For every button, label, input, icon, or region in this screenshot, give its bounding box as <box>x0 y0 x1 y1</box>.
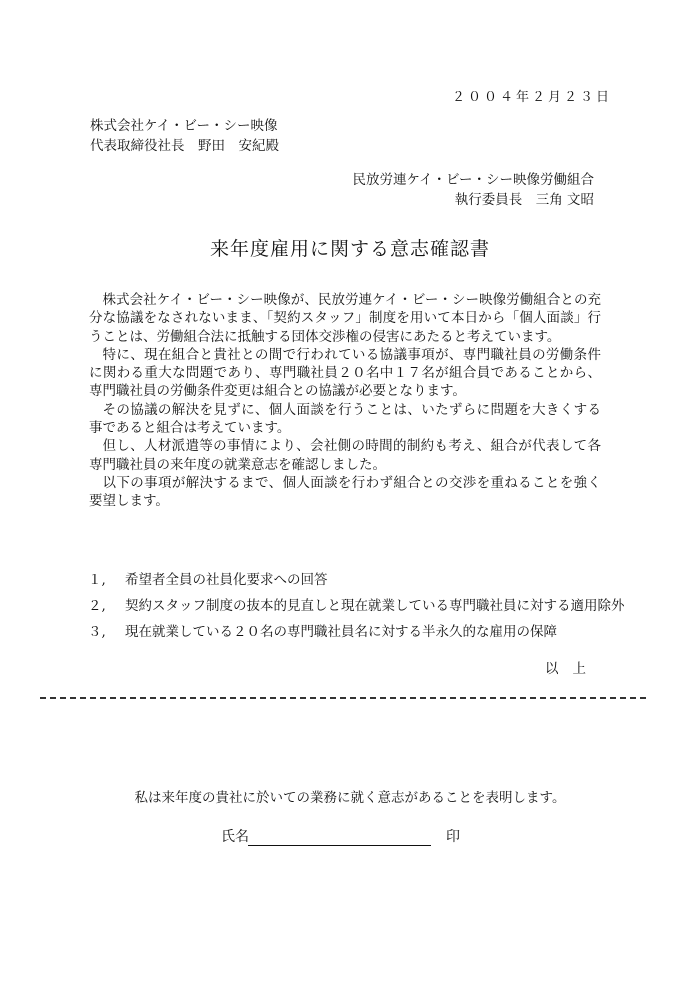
declaration-text: 私は来年度の貴社に於いての業務に就く意志があることを表明します。 <box>134 790 566 806</box>
sender-block <box>352 170 594 210</box>
addressee-person: 代表取締役社長 野田 安紀殿 <box>90 138 279 154</box>
body-text <box>89 291 601 511</box>
list-item-text: 希望者全員の社員化要求への回答 <box>125 572 328 588</box>
document-title: 来年度雇用に関する意志確認書 <box>209 238 490 260</box>
list-item-number: １, <box>88 572 106 588</box>
name-label: 氏名 <box>221 829 249 845</box>
addressee-company: 株式会社ケイ・ビー・シー映像 <box>90 118 278 134</box>
seal-label: 印 <box>446 829 460 845</box>
list-item <box>88 569 608 591</box>
sender-union: 民放労連ケイ・ビー・シー映像労働組合 <box>352 172 594 188</box>
request-list <box>88 569 625 647</box>
signature-line[interactable] <box>248 845 431 846</box>
addressee-block <box>90 116 279 156</box>
sender-person: 執行委員長 三角 文昭 <box>454 192 594 208</box>
paragraph: 株式会社ケイ・ビー・シー映像が、民放労連ケイ・ビー・シー映像労働組合との充分な協議をなされないまま、「契約スタッフ」制度を用いて本日から「個人面談」行うことは、労働組合法に抵触する団体交渉権の侵害にあたると考えています。 <box>89 292 601 345</box>
paragraph: 特に、現在組合と貴社との間で行われている協議事項が、専門職社員の労働条件に関わる重大な問題であり、専門職社員２０名中１７名が組合員であることから、専門職社員の労働条件変更は組合との協議が必要となります。 <box>89 346 601 400</box>
paragraph: 但し、人材派遣等の事情により、会社側の時間的制約も考え、組合が代表して各専門職社員の来年度の就業意志を確認しました。 <box>89 438 601 473</box>
list-item-text: 現在就業している２０名の専門職社員名に対する半永久的な雇用の保障 <box>125 624 557 640</box>
document-date: ２００４年２月２３日 <box>452 90 613 105</box>
paragraph: その協議の解決を見ずに、個人面談を行うことは、いたずらに問題を大きくする事であると組合は考えています。 <box>89 401 601 437</box>
cut-line <box>40 697 646 699</box>
closing-mark: 以上 <box>545 661 600 677</box>
list-item <box>88 621 608 643</box>
paragraph: 以下の事項が解決するまで、個人面談を行わず組合との交渉を重ねることを強く要望します。 <box>89 474 601 510</box>
list-item-number: ３, <box>88 624 106 640</box>
list-item-number: ２, <box>88 598 106 614</box>
list-item-text: 契約スタッフ制度の抜本的見直しと現在就業している専門職社員に対する適用除外 <box>125 598 625 614</box>
list-item <box>88 595 625 617</box>
